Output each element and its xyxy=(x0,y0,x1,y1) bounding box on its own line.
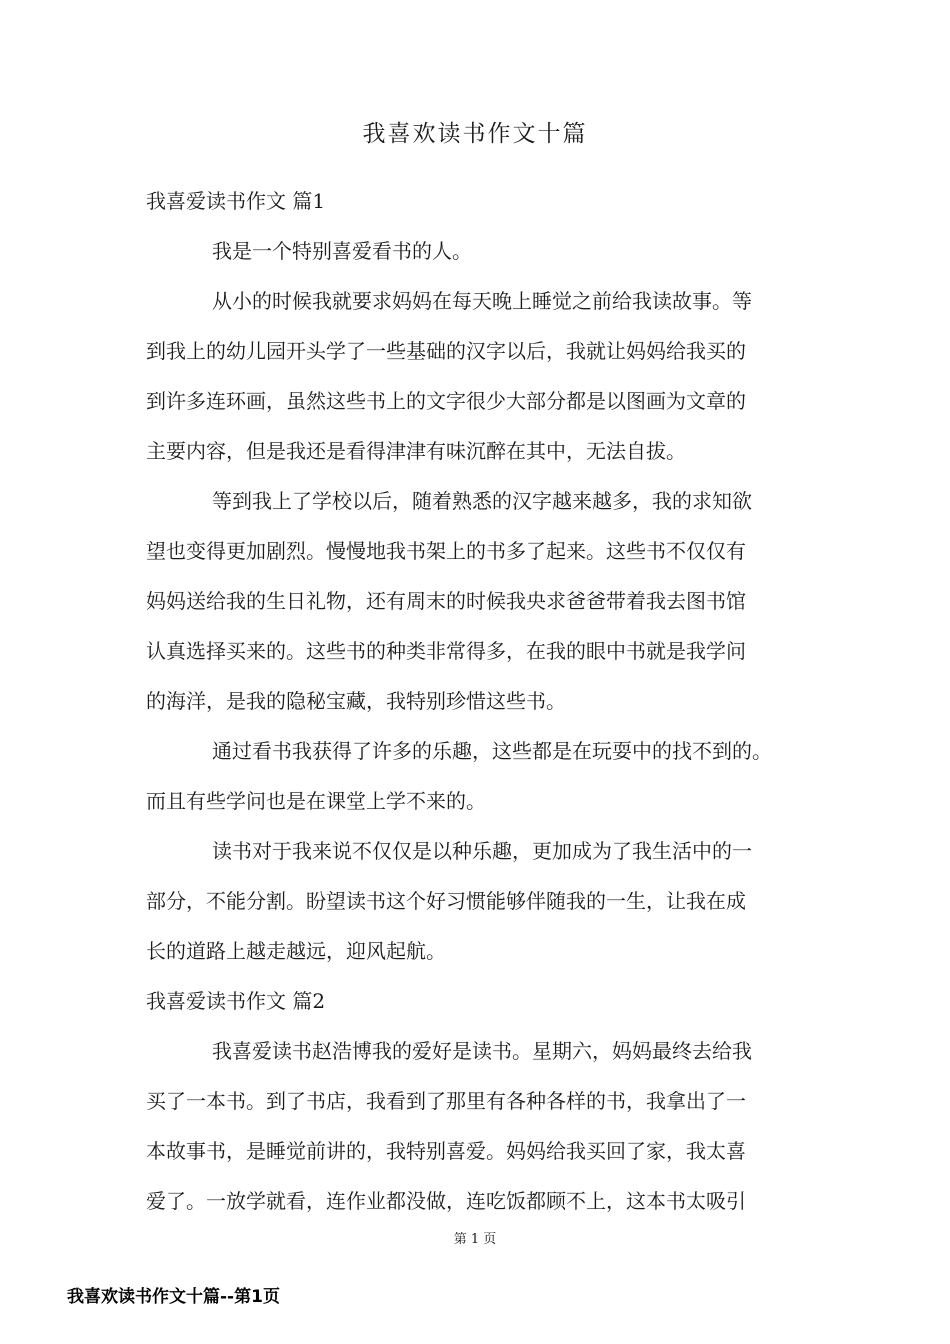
section-heading: 我喜爱读书作文 篇2 xyxy=(146,989,326,1013)
paragraph-line: 通过看书我获得了许多的乐趣，这些都是在玩耍中的找不到的。 xyxy=(212,739,772,763)
paragraph-line: 部分，不能分割。盼望读书这个好习惯能够伴随我的一生，让我在成 xyxy=(146,889,746,913)
paragraph-line: 本故事书，是睡觉前讲的，我特别喜爱。妈妈给我买回了家，我太喜 xyxy=(146,1139,746,1163)
paragraph-line: 读书对于我来说不仅仅是以种乐趣，更加成为了我生活中的一 xyxy=(212,839,752,863)
page-number: 第 1 页 xyxy=(453,1232,497,1247)
paragraph-line: 爱了。一放学就看，连作业都没做，连吃饭都顾不上，这本书太吸引 xyxy=(146,1189,746,1213)
paragraph-line: 望也变得更加剧烈。慢慢地我书架上的书多了起来。这些书不仅仅有 xyxy=(146,539,746,563)
paragraph-line: 而且有些学问也是在课堂上学不来的。 xyxy=(146,789,486,813)
paragraph-line: 的海洋，是我的隐秘宝藏，我特别珍惜这些书。 xyxy=(146,689,566,713)
footer-caption: 我喜欢读书作文十篇--第1页 xyxy=(67,1287,280,1307)
paragraph-line: 到许多连环画，虽然这些书上的文字很少大部分都是以图画为文章的 xyxy=(146,389,746,413)
paragraph-line: 我喜爱读书赵浩博我的爱好是读书。星期六，妈妈最终去给我 xyxy=(212,1039,752,1063)
paragraph-line: 买了一本书。到了书店，我看到了那里有各种各样的书，我拿出了一 xyxy=(146,1089,746,1113)
paragraph-line: 我是一个特别喜爱看书的人。 xyxy=(212,239,472,263)
paragraph-line: 妈妈送给我的生日礼物，还有周末的时候我央求爸爸带着我去图书馆 xyxy=(146,589,746,613)
paragraph-line: 从小的时候我就要求妈妈在每天晚上睡觉之前给我读故事。等 xyxy=(212,289,752,313)
document-title: 我喜欢读书作文十篇 xyxy=(362,121,588,147)
paragraph-line: 长的道路上越走越远，迎风起航。 xyxy=(146,939,446,963)
paragraph-line: 等到我上了学校以后，随着熟悉的汉字越来越多，我的求知欲 xyxy=(212,489,752,513)
paragraph-line: 到我上的幼儿园开头学了一些基础的汉字以后，我就让妈妈给我买的 xyxy=(146,339,746,363)
section-heading: 我喜爱读书作文 篇1 xyxy=(146,189,326,213)
paragraph-line: 主要内容，但是我还是看得津津有味沉醉在其中，无法自拔。 xyxy=(146,439,686,463)
paragraph-line: 认真选择买来的。这些书的种类非常得多，在我的眼中书就是我学问 xyxy=(146,639,746,663)
